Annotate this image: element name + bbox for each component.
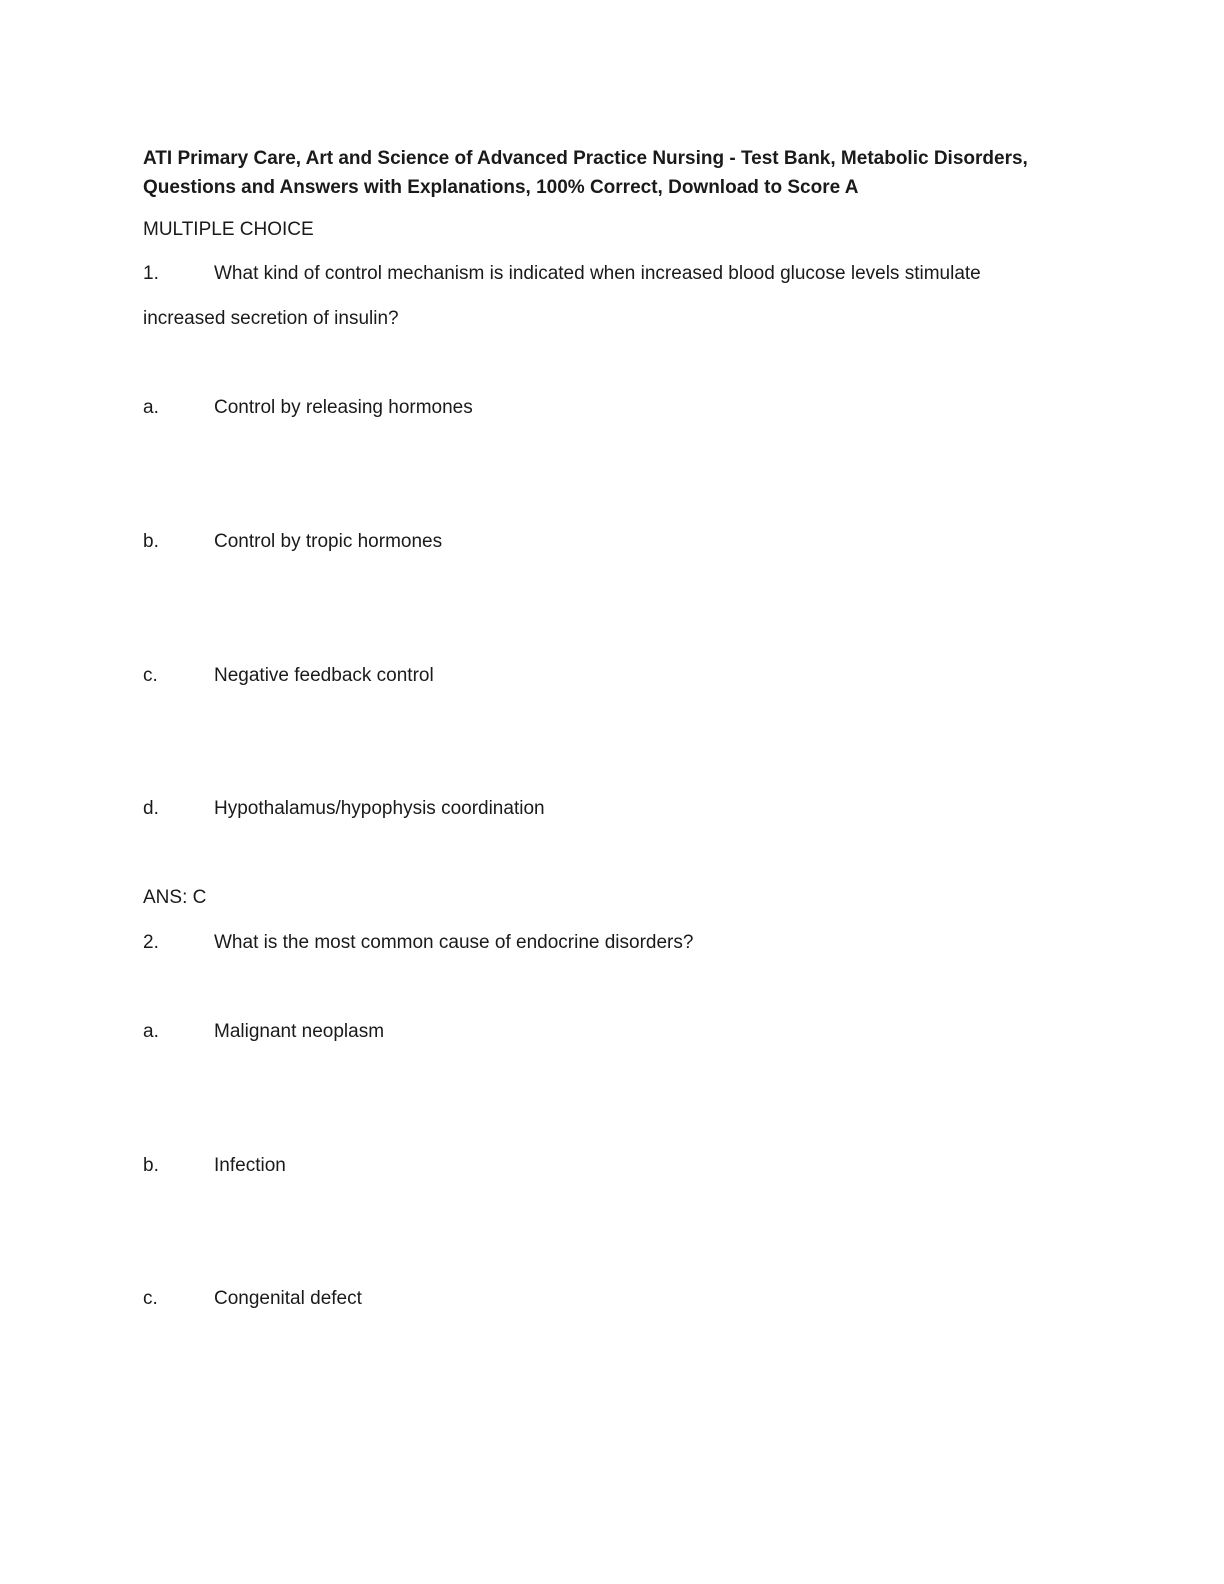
option-text: Control by tropic hormones [214, 531, 443, 552]
option-letter: c. [143, 665, 158, 686]
option-letter: a. [143, 1021, 159, 1042]
question-number: 2. [143, 932, 159, 953]
option-letter: c. [143, 1288, 158, 1309]
option-letter: d. [143, 798, 159, 819]
option-text: Hypothalamus/hypophysis coordination [214, 798, 545, 819]
option-letter: b. [143, 531, 159, 552]
option-text: Malignant neoplasm [214, 1021, 385, 1042]
section-heading: MULTIPLE CHOICE [143, 219, 314, 240]
question-text-line1: What kind of control mechanism is indicated when increased blood glucose levels stimulate [214, 263, 981, 284]
option-letter: a. [143, 397, 159, 418]
question-text-line2: increased secretion of insulin? [143, 308, 399, 329]
option-text: Infection [214, 1155, 286, 1176]
option-text: Congenital defect [214, 1288, 362, 1309]
document-title: ATI Primary Care, Art and Science of Advanced Practice Nursing - Test Bank, Metabolic Disorders, Questions and Answers with Explanations, 100% Correct, Download to Score A [143, 148, 1028, 198]
option-text: Negative feedback control [214, 665, 434, 686]
question-number: 1. [143, 263, 159, 284]
question-text-line1: What is the most common cause of endocrine disorders? [214, 932, 694, 953]
option-text: Control by releasing hormones [214, 397, 473, 418]
answer-key: ANS: C [143, 887, 207, 908]
option-letter: b. [143, 1155, 159, 1176]
